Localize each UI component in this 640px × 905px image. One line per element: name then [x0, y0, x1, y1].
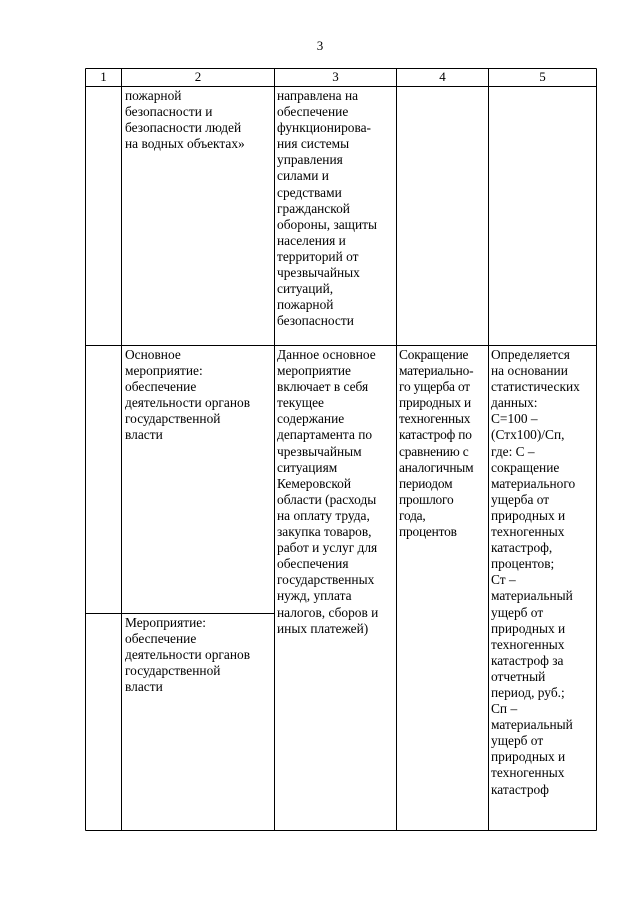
header-col-3: 3 — [332, 69, 339, 84]
main-event-name: Основное мероприятие: обеспечение деятельности органов государственной власти — [125, 347, 251, 443]
indicator-formula: Определяется на основании статистических данных: С=100 – (Стх100)/Сп, где: С – сокращение материального ущерба от природных и техногенных катастроф, процентов; Ст – материальный ущерб от природных и техногенных катастроф за отчетный период, руб.; Сп – материальный ущерб от природных и техногенных катастроф — [491, 347, 580, 797]
header-col-1: 1 — [100, 69, 107, 84]
header-col-5: 5 — [539, 69, 546, 84]
header-col-4: 4 — [439, 69, 446, 84]
event-name: Мероприятие: обеспечение деятельности органов государственной власти — [125, 615, 251, 695]
page-number: 3 — [316, 38, 324, 53]
cont-row-col2: пожарной безопасности и безопасности людей на водных объектах» — [125, 88, 245, 152]
cont-row-col3: направлена на обеспечение функционирова- ния системы управления силами и средствами гражданской обороны, защиты населения и территорий от чрезвычайных ситуаций, пожарной безопасности — [277, 88, 378, 329]
indicator-name: Сокращение материально- го ущерба от природных и техногенных катастроф по сравнению с аналогичным периодом прошлого года, процентов — [399, 347, 474, 540]
header-col-2: 2 — [194, 69, 202, 84]
main-event-description: Данное основное мероприятие включает в себя текущее содержание департамента по чрезвычайным ситуациям Кемеровской области (расходы на оплату труда, закупка товаров, работ и услуг для обеспечения государственных нужд, уплата налогов, сборов и иных платежей) — [277, 347, 379, 636]
